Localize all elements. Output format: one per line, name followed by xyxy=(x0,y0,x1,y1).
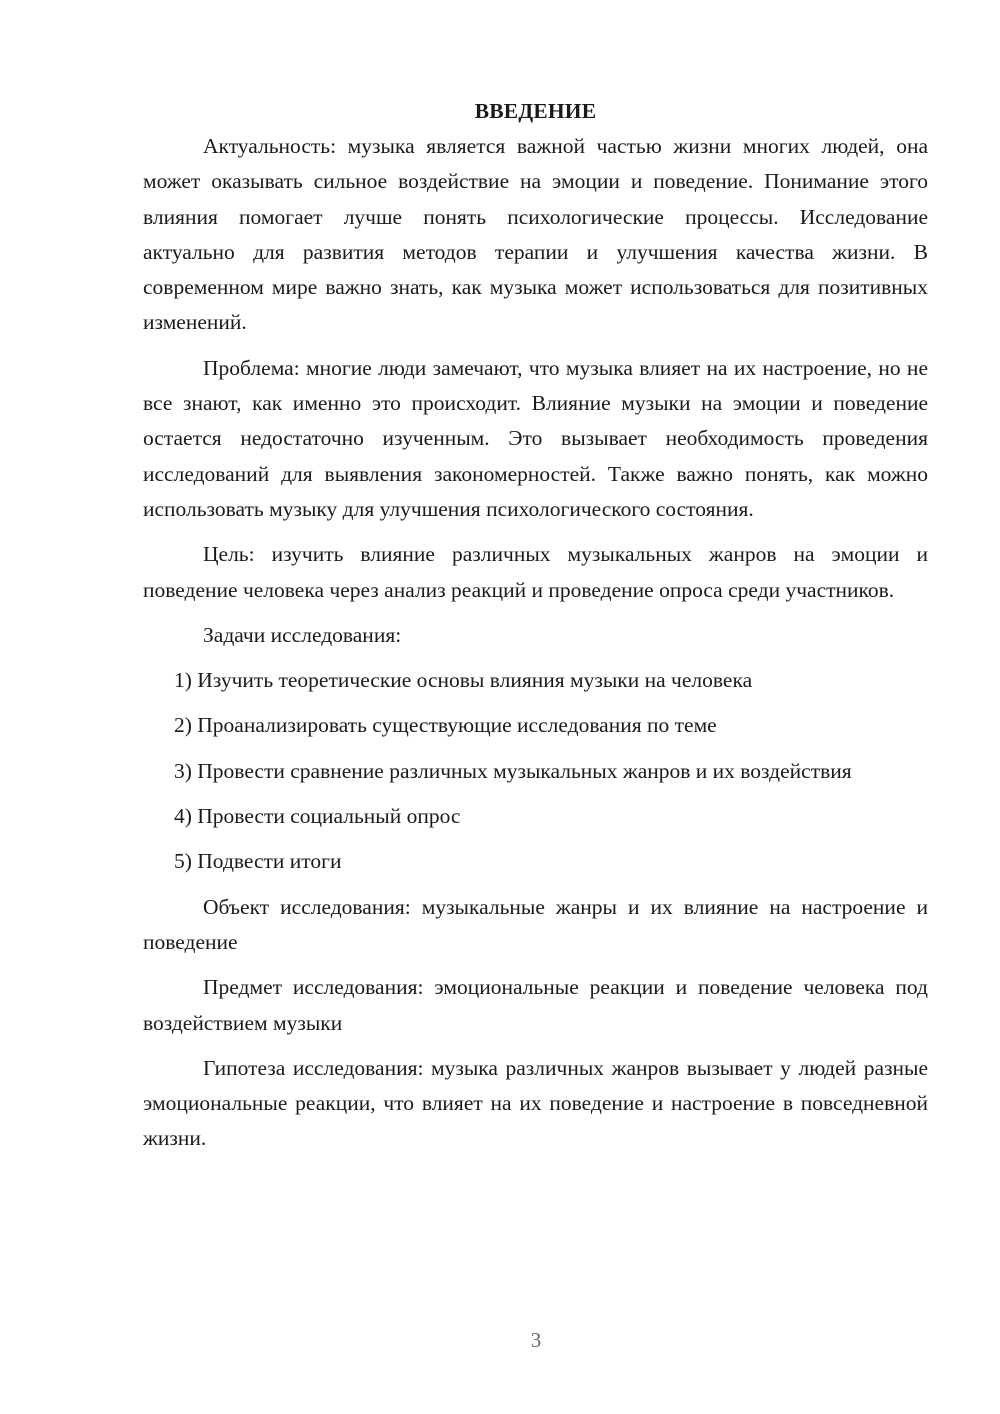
section-heading: ВВЕДЕНИЕ xyxy=(474,99,597,123)
document-page xyxy=(143,94,928,1157)
page-number: 3 xyxy=(530,1328,542,1352)
task-item-3: 3) Провести сравнение различных музыкальных жанров и их воздействия xyxy=(174,758,852,783)
problem-paragraph: Проблема: многие люди замечают, что музыка влияет на их настроение, но не все знают, как именно это происходит. Влияние музыки на эмоции и поведение остается недостаточно изученным. Это вызывает необходимость проведения исследований для выявления закономерностей. Также важно понять, как можно использовать музыку для улучшения психологического состояния. xyxy=(143,355,928,521)
task-item-5: 5) Подвести итоги xyxy=(174,849,342,874)
task-item-2: 2) Проанализировать существующие исследования по теме xyxy=(174,713,717,738)
goal-paragraph: Цель: изучить влияние различных музыкальных жанров на эмоции и поведение человека через анализ реакций и проведение опроса среди участников. xyxy=(143,542,928,602)
tasks-title: Задачи исследования: xyxy=(203,622,402,647)
task-item-4: 4) Провести социальный опрос xyxy=(174,804,461,829)
hypothesis-paragraph: Гипотеза исследования: музыка различных жанров вызывает у людей разные эмоциональные реакции, что влияет на их поведение и настроение в повседневной жизни. xyxy=(143,1055,928,1151)
relevance-paragraph: Актуальность: музыка является важной частью жизни многих людей, она может оказывать сильное воздействие на эмоции и поведение. Понимание этого влияния помогает лучше понять психологические процессы. Исследование актуально для развития методов терапии и улучшения качества жизни. В современном мире важно знать, как музыка может использоваться для позитивных изменений. xyxy=(143,134,928,335)
task-item-1: 1) Изучить теоретические основы влияния музыки на человека xyxy=(174,668,753,693)
subject-paragraph: Предмет исследования: эмоциональные реакции и поведение человека под воздействием музыки xyxy=(143,975,928,1035)
object-paragraph: Объект исследования: музыкальные жанры и их влияние на настроение и поведение xyxy=(143,894,928,954)
